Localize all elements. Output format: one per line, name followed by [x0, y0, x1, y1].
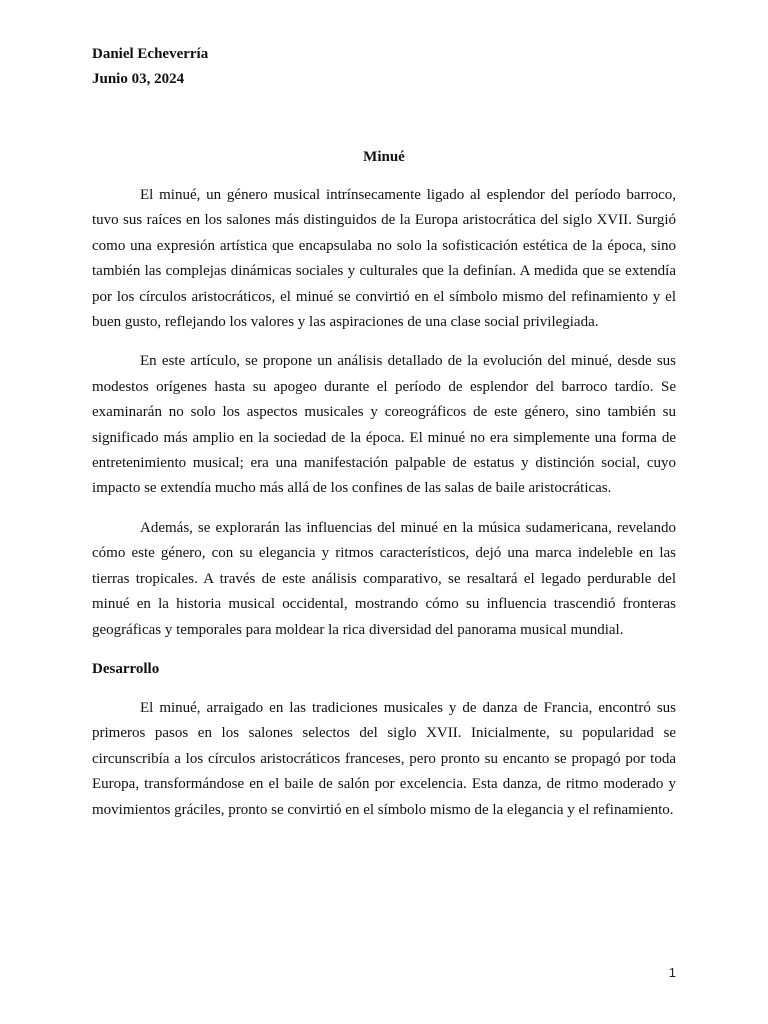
paragraph-intro-3: Además, se explorarán las influencias del minué en la música sudamericana, revelando cómo este género, con su elegancia y ritmos característicos, dejó una marca indeleble en las tierras tropicales. A través de este análisis comparativo, se resaltará el legado perdurable del minué en la historia musical occidental, mostrando cómo su influencia trascendió fronteras geográficas y temporales para moldear la rica diversidad del panorama musical mundial. — [92, 519, 676, 638]
document-header — [92, 42, 676, 92]
document-title: Minué — [363, 149, 405, 165]
page-number: 1 — [668, 965, 676, 980]
section-heading: Desarrollo — [92, 660, 160, 677]
document-body — [92, 183, 676, 837]
paragraph-intro-2: En este artículo, se propone un análisis detallado de la evolución del minué, desde sus modestos orígenes hasta su apogeo durante el período de esplendor del barroco tardío. Se examinarán no solo los aspectos musicales y coreográficos de este género, sino también su significado más amplio en la sociedad de la época. El minué no era simplemente una forma de entretenimiento musical; era una manifestación palpable de estatus y distinción social, cuyo impacto se extendía mucho más allá de los confines de las salas de baile aristocráticas. — [92, 353, 676, 497]
paragraph-desarrollo-1: El minué, arraigado en las tradiciones musicales y de danza de Francia, encontró sus primeros pasos en los salones selectos del siglo XVII. Inicialmente, su popularidad se circunscribía a los círculos aristocráticos franceses, pero pronto su encanto se propagó por toda Europa, transformándose en el baile de salón por excelencia. Esta danza, de ritmo moderado y movimientos gráciles, pronto se convirtió en el símbolo mismo de la elegancia y el refinamiento. — [92, 699, 676, 818]
paragraph-intro-1: El minué, un género musical intrínsecamente ligado al esplendor del período barroco, tuvo sus raíces en los salones más distinguidos de la Europa aristocrática del siglo XVII. Surgió como una expresión artística que encapsulaba no solo la sofisticación estética de la época, sino también las complejas dinámicas sociales y culturales que la definían. A medida que se extendía por los círculos aristocráticos, el minué se convirtió en el símbolo mismo del refinamiento y el buen gusto, reflejando los valores y las aspiraciones de una clase social privilegiada. — [92, 187, 676, 331]
author-name: Daniel Echeverría — [92, 46, 209, 62]
document-date: Junio 03, 2024 — [92, 71, 185, 87]
